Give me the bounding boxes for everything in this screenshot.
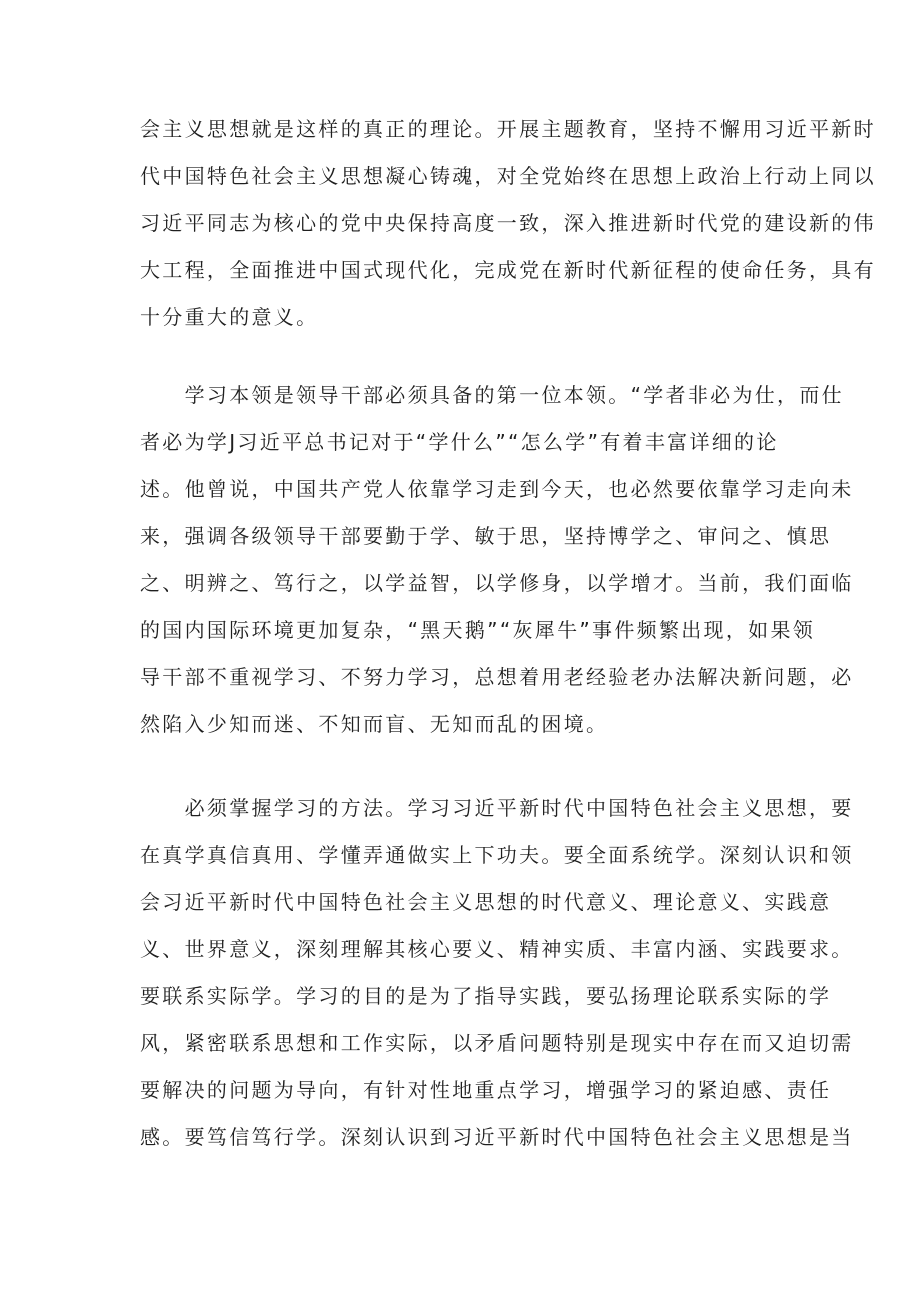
text-line: 大工程，全面推进中国式现代化，完成党在新时代新征程的使命任务，具有 <box>140 258 876 282</box>
text-line: 义、世界意义，深刻理解其核心要义、精神实质、丰富内涵、实践要求。 <box>140 937 854 961</box>
text-line: 的国内国际环境更加复杂，“黑天鹅”“灰犀牛”事件频繁出现，如果领 <box>140 618 816 642</box>
text-line: 导干部不重视学习、不努力学习，总想着用老经验老办法解决新问题，必 <box>140 665 854 689</box>
text-line: 学习本领是领导干部必须具备的第一位本领。“学者非必为仕，而仕 <box>140 383 844 407</box>
text-line: 要联系实际学。学习的目的是为了指导实践，要弘扬理论联系实际的学 <box>140 984 832 1008</box>
text-line: 十分重大的意义。 <box>140 305 319 329</box>
text-line: 之、明辨之、笃行之，以学益智，以学修身，以学增才。当前，我们面临 <box>140 571 854 595</box>
text-line: 风，紧密联系思想和工作实际，以矛盾问题特别是现实中存在而又迫切需 <box>140 1031 854 1055</box>
text-line: 习近平同志为核心的党中央保持高度一致，深入推进新时代党的建设新的伟 <box>140 211 876 235</box>
text-line: 者必为学J习近平总书记对于“学什么”“怎么学”有着丰富详细的论 <box>140 430 779 454</box>
paragraph-1 <box>140 106 876 341</box>
text-line: 在真学真信真用、学懂弄通做实上下功夫。要全面系统学。深刻认识和领 <box>140 843 854 867</box>
text-line: 来，强调各级领导干部要勤于学、敏于思，坚持博学之、审问之、慎思 <box>140 524 832 548</box>
text-line: 会习近平新时代中国特色社会主义思想的时代意义、理论意义、实践意 <box>140 890 832 914</box>
text-line: 述。他曾说，中国共产党人依靠学习走到今天，也必然要依靠学习走向未 <box>140 477 854 501</box>
text-line: 会主义思想就是这样的真正的理论。开展主题教育，坚持不懈用习近平新时 <box>140 117 876 141</box>
text-line: 然陷入少知而迷、不知而盲、无知而乱的困境。 <box>140 712 609 736</box>
text-line: 感。要笃信笃行学。深刻认识到习近平新时代中国特色社会主义思想是当 <box>140 1125 854 1149</box>
text-line: 代中国特色社会主义思想凝心铸魂，对全党始终在思想上政治上行动上同以 <box>140 164 876 188</box>
paragraph-3 <box>140 785 854 1161</box>
text-line: 要解决的问题为导向，有针对性地重点学习，增强学习的紧迫感、责任 <box>140 1078 832 1102</box>
text-line: 必须掌握学习的方法。学习习近平新时代中国特色社会主义思想，要 <box>140 796 854 820</box>
paragraph-2 <box>140 372 854 748</box>
